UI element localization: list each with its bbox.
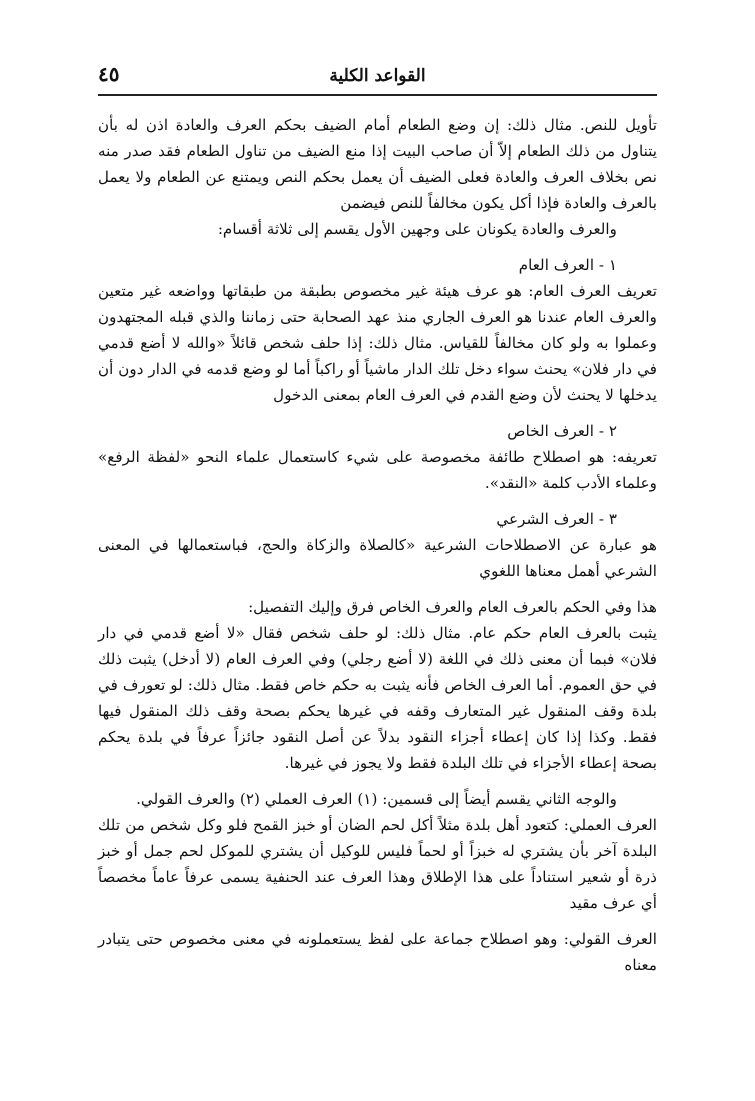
paragraph: تعريف العرف العام: هو عرف هيئة غير مخصوص بطبقة من طبقاتها وواضعه غير متعين والعرف العام عندنا هو العرف الجاري منذ عهد الصحابة حتى زماننا والذي قبله المجتهدون وعملوا به ولو كان مخالفاً للقياس. مثال ذلك: إذا حلف شخص قائلاً «والله لا أضع قدمي في دار فلان» يحنث سواء دخل تلك الدار ماشياً أو راكباً أما لو وضع قدمه في الدار دون أن يدخلها لا يحنث لأن وضع القدم في العرف العام بمعنى الدخول [98, 282, 657, 404]
paragraph: يثبت بالعرف العام حكم عام. مثال ذلك: لو حلف شخص فقال «لا أضع قدمي في دار فلان» فبما أن معنى ذلك في اللغة (لا أضع رجلي) وفي العرف العام (لا أدخل) يثبت ذلك في حق العموم. أما العرف الخاص فأنه يثبت به حكم خاص فقط. مثال ذلك: لو تعورف في بلدة وقف المنقول غير المتعارف وقفه في غيرها يحكم بصحة وقف ذلك المنقول فيها فقط. وكذا إذا كان إعطاء أجزاء النقود بدلاً عن أصل النقود جائزاً عرفاً في بلدة يحكم بصحة إعطاء الأجزاء في تلك البلدة فقط ولا يجوز في غيرها. [98, 624, 657, 772]
page-number: ٤٥ [98, 62, 120, 86]
paragraph: والوجه الثاني يقسم أيضاً إلى قسمين: (١) العرف العملي (٢) والعرف القولي. [136, 790, 617, 808]
paragraph: والعرف والعادة يكونان على وجهين الأول يقسم إلى ثلاثة أقسام: [217, 220, 617, 238]
section-heading: ١ - العرف العام [518, 256, 617, 274]
header-rule [98, 94, 657, 96]
section-heading: ٢ - العرف الخاص [507, 422, 617, 440]
paragraph: العرف العملي: كتعود أهل بلدة مثلاً أكل لحم الضان أو خبز القمح فلو وكل شخص من تلك البلدة آخر بأن يشتري له خبزاً أو لحماً فليس للوكيل أن يشتري للموكل لحم جمل أو خبز ذرة أو شعير استناداً على هذا الإطلاق وهذا العرف عند الحنفية يسمى عرفاً عاماً مخصصاً أي عرف مقيد [98, 816, 657, 912]
paragraph: هو عبارة عن الاصطلاحات الشرعية «كالصلاة والزكاة والحج، فباستعمالها في المعنى الشرعي أهمل معناها اللغوي [98, 536, 657, 580]
paragraph: هذا وفي الحكم بالعرف العام والعرف الخاص فرق وإليك التفصيل: [248, 598, 657, 616]
paragraph: تعريفه: هو اصطلاح طائفة مخصوصة على شيء كاستعمال علماء النحو «لفظة الرفع» وعلماء الأدب كلمة «النقد». [98, 448, 657, 492]
page-header [98, 60, 657, 90]
paragraph: تأويل للنص. مثال ذلك: إن وضع الطعام أمام الضيف بحكم العرف والعادة اذن له بأن يتناول من ذلك الطعام إلاّ أن صاحب البيت إذا منع الضيف من تناول الطعام فقد صدر منه نص بخلاف العرف والعادة فعلى الضيف أن يعمل بحكم النص ويمتنع عن الطعام ولا يعمل بالعرف والعادة فإذا أكل يكون مخالفاً للنص فيضمن [98, 116, 657, 212]
section-heading: ٣ - العرف الشرعي [496, 510, 617, 528]
page-body [98, 112, 657, 978]
paragraph: العرف القولي: وهو اصطلاح جماعة على لفظ يستعملونه في معنى مخصوص حتى يتبادر معناه [98, 930, 657, 974]
running-title: القواعد الكلية [329, 66, 426, 86]
